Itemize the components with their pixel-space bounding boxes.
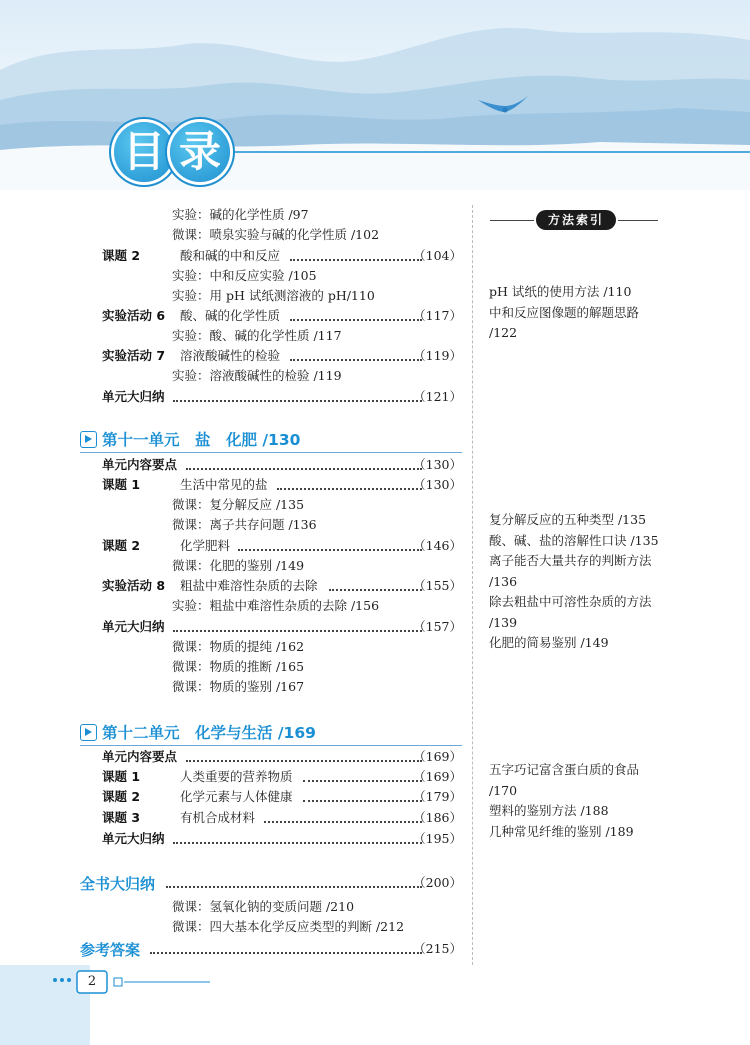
method-index-item: 五字巧记富含蛋白质的食品 (489, 762, 640, 777)
toc-page-number: （200） (413, 875, 462, 890)
toc-sub-item: 微课：四大基本化学反应类型的判断 /212 (172, 919, 405, 934)
dot-leader (303, 780, 422, 782)
unit-heading: 第十二单元 化学与生活 /169 (102, 724, 316, 742)
method-index-item: 除去粗盐中可溶性杂质的方法 (489, 594, 652, 609)
toc-entry-title: 生活中常见的盐 (180, 477, 268, 492)
dot-leader (186, 760, 422, 762)
toc-entry-label: 单元大归纳 (102, 619, 165, 634)
dot-leader (150, 952, 422, 954)
toc-major-entry: 全书大归纳 (80, 875, 156, 893)
method-index-item: /122 (489, 325, 518, 340)
toc-entry-label: 实验活动 6 (102, 308, 166, 323)
method-index-item: pH 试纸的使用方法 /110 (489, 284, 632, 299)
toc-sub-item: 实验：碱的化学性质 /97 (172, 207, 309, 222)
title-char-1: 目 (114, 122, 174, 182)
unit-underline (80, 452, 462, 453)
toc-entry-label: 单元大归纳 (102, 389, 165, 404)
title-char-2: 录 (170, 122, 230, 182)
unit-underline (80, 745, 462, 746)
dot-leader (303, 800, 422, 802)
toc-entry-label: 单元内容要点 (102, 749, 178, 764)
chevron-right-icon (80, 431, 97, 448)
toc-page-number: （117） (413, 308, 462, 323)
toc-sub-item: 微课：喷泉实验与碱的化学性质 /102 (172, 227, 380, 242)
toc-entry-label: 课题 3 (102, 810, 141, 825)
method-index-badge: 方法索引 (536, 210, 616, 230)
toc-sub-item: 实验：粗盐中难溶性杂质的去除 /156 (172, 598, 380, 613)
toc-page-number: （130） (413, 477, 462, 492)
dot-leader (173, 400, 422, 402)
unit-heading: 第十一单元 盐 化肥 /130 (102, 431, 301, 449)
toc-entry-label: 课题 2 (102, 248, 141, 263)
toc-entry-title: 有机合成材料 (180, 810, 256, 825)
toc-page-number: （104） (413, 248, 462, 263)
toc-sub-item: 实验：中和反应实验 /105 (172, 268, 317, 283)
header-banner (0, 0, 750, 190)
chevron-right-icon (80, 724, 97, 741)
dot-leader (277, 488, 422, 490)
dot-leader (290, 359, 422, 361)
toc-entry-title: 酸、碱的化学性质 (180, 308, 281, 323)
toc-entry-label: 课题 2 (102, 789, 141, 804)
toc-entry-label: 实验活动 7 (102, 348, 166, 363)
toc-sub-item: 微课：离子共存问题 /136 (172, 517, 317, 532)
toc-page-number: （179） (413, 789, 462, 804)
toc-entry-title: 化学元素与人体健康 (180, 789, 293, 804)
dot-leader (264, 821, 422, 823)
method-index-item: 离子能否大量共存的判断方法 (489, 553, 652, 568)
badge-rule-left (490, 220, 534, 221)
toc-page-number: （186） (413, 810, 462, 825)
toc-sub-item: 微课：物质的提纯 /162 (172, 639, 305, 654)
mountain-landscape (0, 0, 750, 190)
dot-leader (173, 842, 422, 844)
toc-sub-item: 实验：溶液酸碱性的检验 /119 (172, 368, 342, 383)
toc-page-number: （119） (413, 348, 462, 363)
toc-page-number: （215） (413, 941, 462, 956)
footer-decoration (0, 965, 240, 1045)
dot-leader (186, 468, 422, 470)
toc-sub-item: 微课：复分解反应 /135 (172, 497, 305, 512)
dot-leader (329, 589, 422, 591)
method-index-item: 酸、碱、盐的溶解性口诀 /135 (489, 532, 659, 548)
toc-page-number: （157） (413, 619, 462, 634)
toc-entry-title: 粗盐中难溶性杂质的去除 (180, 578, 318, 593)
badge-rule-right (618, 220, 658, 221)
toc-entry-title: 溶液酸碱性的检验 (180, 348, 281, 363)
dot-leader (166, 886, 422, 888)
toc-sub-item: 微课：氢氧化钠的变质问题 /210 (172, 899, 355, 914)
dot-leader (290, 259, 422, 261)
toc-page-number: （121） (413, 389, 462, 404)
toc-page-number: （146） (413, 538, 462, 553)
toc-page-number: （155） (413, 578, 462, 593)
toc-page-number: （169） (413, 749, 462, 764)
toc-entry-label: 单元大归纳 (102, 831, 165, 846)
toc-major-entry: 参考答案 (80, 941, 141, 959)
method-index-item: 塑料的鉴别方法 /188 (489, 803, 609, 818)
dot-leader (290, 319, 422, 321)
toc-sub-item: 微课：化肥的鉴别 /149 (172, 558, 305, 573)
method-index-item: /139 (489, 614, 518, 630)
toc-sub-item: 实验：用 pH 试纸测溶液的 pH/110 (172, 288, 375, 303)
toc-entry-title: 化学肥料 (180, 538, 231, 553)
toc-page-number: （195） (413, 831, 462, 846)
toc-entry-label: 单元内容要点 (102, 457, 178, 472)
method-index-item: 复分解反应的五种类型 /135 (489, 512, 647, 527)
toc-entry-label: 课题 1 (102, 769, 141, 784)
toc-sub-item: 微课：物质的鉴别 /167 (172, 679, 305, 694)
dot-leader (238, 549, 422, 551)
toc-sub-item: 实验：酸、碱的化学性质 /117 (172, 328, 342, 343)
column-divider (472, 205, 473, 965)
method-index-item: /136 (489, 573, 518, 589)
toc-page-number: （130） (413, 457, 462, 472)
method-index-item: 化肥的简易鉴别 /149 (489, 635, 609, 650)
page-number: 2 (87, 974, 97, 989)
method-index-item: /170 (489, 782, 518, 798)
dot-leader (173, 630, 422, 632)
toc-page-number: （169） (413, 769, 462, 784)
toc-entry-label: 实验活动 8 (102, 578, 166, 593)
toc-entry-title: 酸和碱的中和反应 (180, 248, 281, 263)
toc-entry-label: 课题 1 (102, 477, 141, 492)
toc-sub-item: 微课：物质的推断 /165 (172, 659, 305, 674)
method-index-item: 中和反应图像题的解题思路 (489, 304, 640, 320)
toc-entry-label: 课题 2 (102, 538, 141, 553)
toc-entry-title: 人类重要的营养物质 (180, 769, 293, 784)
method-index-item: 几种常见纤维的鉴别 /189 (489, 823, 634, 839)
